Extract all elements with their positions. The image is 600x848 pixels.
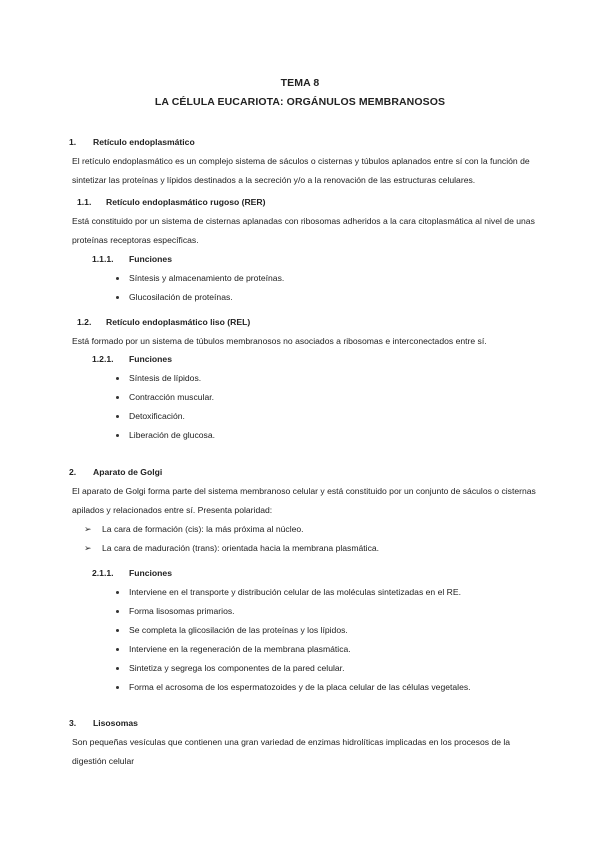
bullet-dot-icon [116,277,119,280]
list-item: Contracción muscular. [129,392,215,402]
section-1-heading: Retículo endoplasmático [93,137,195,147]
arrow-bullet-icon: ➢ [84,543,92,553]
list-item: Sintetiza y segrega los componentes de la pared celular. [129,663,345,673]
functions-2-1-1-heading: Funciones [129,568,172,578]
section-2-number: 2. [69,467,77,477]
bullet-dot-icon [116,686,119,689]
bullet-dot-icon [116,296,119,299]
document-subtitle: LA CÉLULA EUCARIOTA: ORGÁNULOS MEMBRANOSOS [154,96,446,108]
functions-1-1-1-number: 1.1.1. [92,254,114,264]
section-3-paragraph-line: Son pequeñas vesículas que contienen una gran variedad de enzimas hidrolíticas implicadas en los procesos de la [72,737,511,747]
functions-2-1-1-number: 2.1.1. [92,568,114,578]
list-item: Forma el acrosoma de los espermatozoides y de la placa celular de las células vegetales. [129,682,471,692]
document-title: TEMA 8 [280,77,320,89]
bullet-dot-icon [116,434,119,437]
arrow-bullet-icon: ➢ [84,524,92,534]
list-item: Liberación de glucosa. [129,430,215,440]
list-item: Interviene en el transporte y distribución celular de las moléculas sintetizadas en el RE. [129,587,461,597]
bullet-dot-icon [116,610,119,613]
section-1-paragraph-line: sintetizar las proteínas y lípidos destinados a la secreción y/o a la renovación de las estructuras celulares. [72,175,476,185]
subsection-1-1-heading: Retículo endoplasmático rugoso (RER) [106,197,266,207]
section-3-paragraph-line: digestión celular [72,756,135,766]
section-1-paragraph-line: El retículo endoplasmático es un complejo sistema de sáculos o cisternas y túbulos aplanados entre sí con la función de [72,156,530,166]
section-3-heading: Lisosomas [93,718,138,728]
section-2-heading: Aparato de Golgi [93,467,163,477]
subsection-1-1-paragraph-line: proteínas receptoras específicas. [72,235,199,245]
bullet-dot-icon [116,415,119,418]
list-item: Interviene en la regeneración de la membrana plasmática. [129,644,351,654]
section-1-number: 1. [69,137,77,147]
section-3-number: 3. [69,718,77,728]
functions-1-2-1-number: 1.2.1. [92,354,114,364]
list-item: Detoxificación. [129,411,185,421]
subsection-1-1-paragraph-line: Está constituido por un sistema de cisternas aplanadas con ribosomas adheridos a la cara citoplasmática al nivel de unas [72,216,535,226]
functions-1-2-1-heading: Funciones [129,354,172,364]
bullet-dot-icon [116,667,119,670]
list-item: Síntesis de lípidos. [129,373,202,383]
list-item: Forma lisosomas primarios. [129,606,235,616]
subsection-1-2-heading: Retículo endoplasmático liso (REL) [106,317,251,327]
functions-1-1-1-heading: Funciones [129,254,172,264]
bullet-dot-icon [116,648,119,651]
bullet-dot-icon [116,591,119,594]
section-2-paragraph-line: El aparato de Golgi forma parte del sistema membranoso celular y está constituido por un conjunto de sáculos o cisternas [72,486,536,496]
list-item: Glucosilación de proteínas. [129,292,233,302]
subsection-1-2-number: 1.2. [77,317,92,327]
arrow-list-item: La cara de formación (cis): la más próxima al núcleo. [102,524,304,534]
list-item: Síntesis y almacenamiento de proteínas. [129,273,285,283]
list-item: Se completa la glicosilación de las proteínas y los lípidos. [129,625,348,635]
section-2-paragraph-line: apilados y relacionados entre sí. Presenta polaridad: [72,505,273,515]
bullet-dot-icon [116,629,119,632]
bullet-dot-icon [116,396,119,399]
bullet-dot-icon [116,377,119,380]
subsection-1-1-number: 1.1. [77,197,92,207]
subsection-1-2-paragraph-line: Está formado por un sistema de túbulos membranosos no asociados a ribosomas e interconectados entre sí. [72,336,487,346]
arrow-list-item: La cara de maduración (trans): orientada hacia la membrana plasmática. [102,543,380,553]
